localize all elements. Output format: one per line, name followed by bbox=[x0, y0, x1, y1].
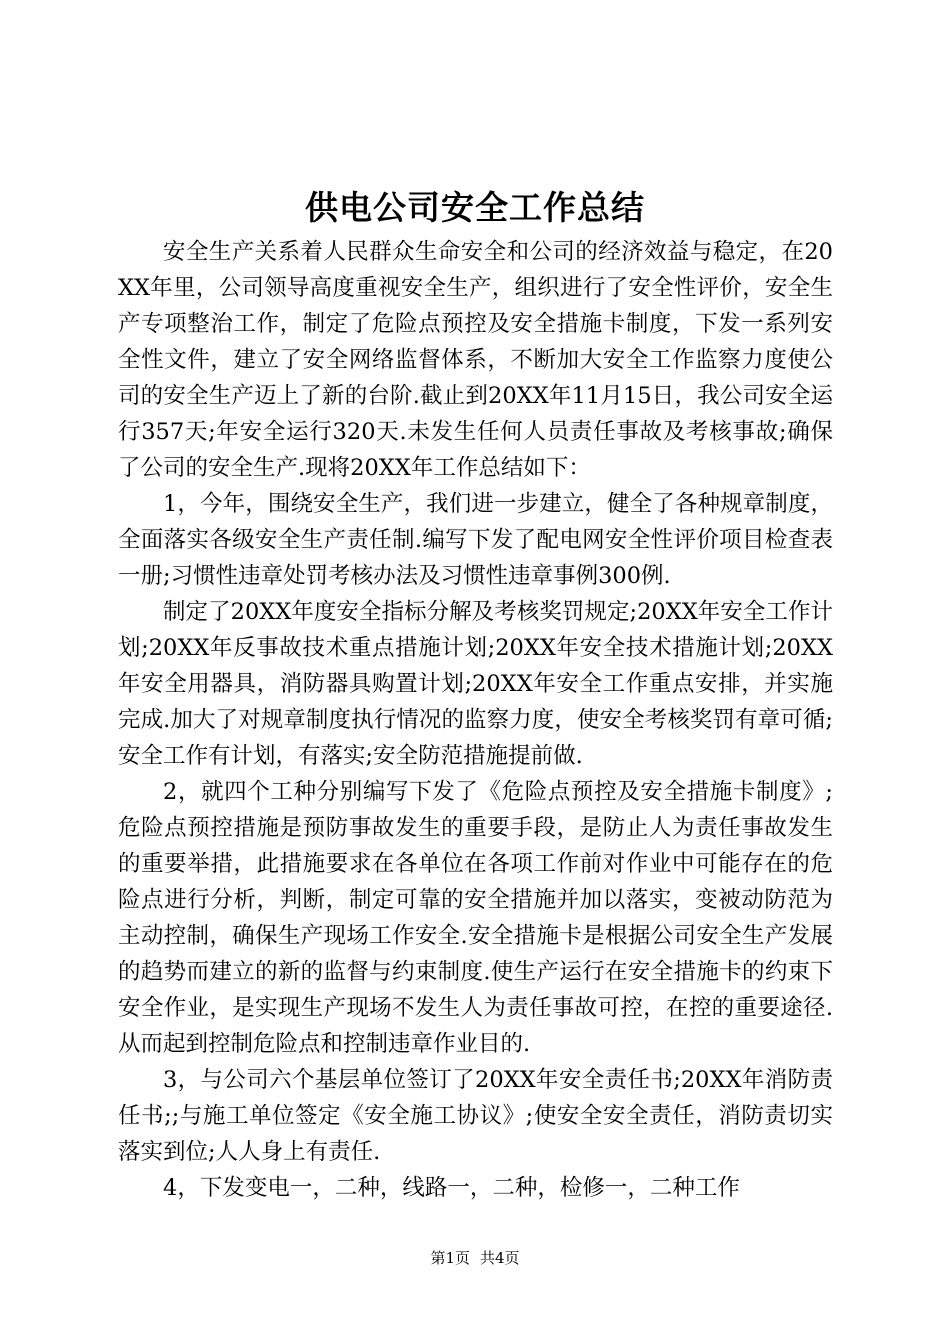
paragraph-item-3: 3，与公司六个基层单位签订了20XX年安全责任书;20XX年消防责任书;;与施工单位签定《安全施工协议》;使安全安全责任，消防责切实落实到位;人人身上有责任. bbox=[118, 1067, 833, 1165]
paragraph-item-1: 1，今年，围绕安全生产，我们进一步建立，健全了各种规章制度，全面落实各级安全生产责任制.编写下发了配电网安全性评价项目检查表一册;习惯性违章处罚考核办法及习惯性违章事例300例. bbox=[118, 491, 833, 589]
document-title: 供电公司安全工作总结 bbox=[305, 188, 645, 227]
paragraph-item-1-continued: 制定了20XX年度安全指标分解及考核奖罚规定;20XX年安全工作计划;20XX年反事故技术重点措施计划;20XX年安全技术措施计划;20XX年安全用器具，消防器具购置计划;20XX年安全工作重点安排，并实施完成.加大了对规章制度执行情况的监察力度，使安全考核奖罚有章可循;安全工作有计划，有落实;安全防范措施提前做. bbox=[118, 599, 833, 769]
paragraph-item-2: 2，就四个工种分别编写下发了《危险点预控及安全措施卡制度》;危险点预控措施是预防事故发生的重要手段，是防止人为责任事故发生的重要举措，此措施要求在各单位在各项工作前对作业中可能存在的危险点进行分析，判断，制定可靠的安全措施并加以落实，变被动防范为主动控制，确保生产现场工作安全.安全措施卡是根据公司安全生产发展的趋势而建立的新的监督与约束制度.使生产运行在安全措施卡的约束下安全作业，是实现生产现场不发生人为责任事故可控，在控的重要途径.从而起到控制危险点和控制违章作业目的. bbox=[118, 779, 833, 1057]
document-body bbox=[118, 234, 833, 1206]
page-total: 共4页 bbox=[480, 1249, 520, 1267]
paragraph-item-4: 4，下发变电一，二种，线路一，二种，检修一，二种工作 bbox=[163, 1175, 740, 1201]
page-number: 第1页 bbox=[430, 1249, 470, 1267]
paragraph-intro: 安全生产关系着人民群众生命安全和公司的经济效益与稳定，在20XX年里，公司领导高度重视安全生产，组织进行了安全性评价，安全生产专项整治工作，制定了危险点预控及安全措施卡制度，下发一系列安全性文件，建立了安全网络监督体系，不断加大安全工作监察力度使公司的安全生产迈上了新的台阶.截止到20XX年11月15日，我公司安全运行357天;年安全运行320天.未发生任何人员责任事故及考核事故;确保了公司的安全生产.现将20XX年工作总结如下： bbox=[118, 239, 833, 481]
page-footer bbox=[0, 1247, 950, 1269]
